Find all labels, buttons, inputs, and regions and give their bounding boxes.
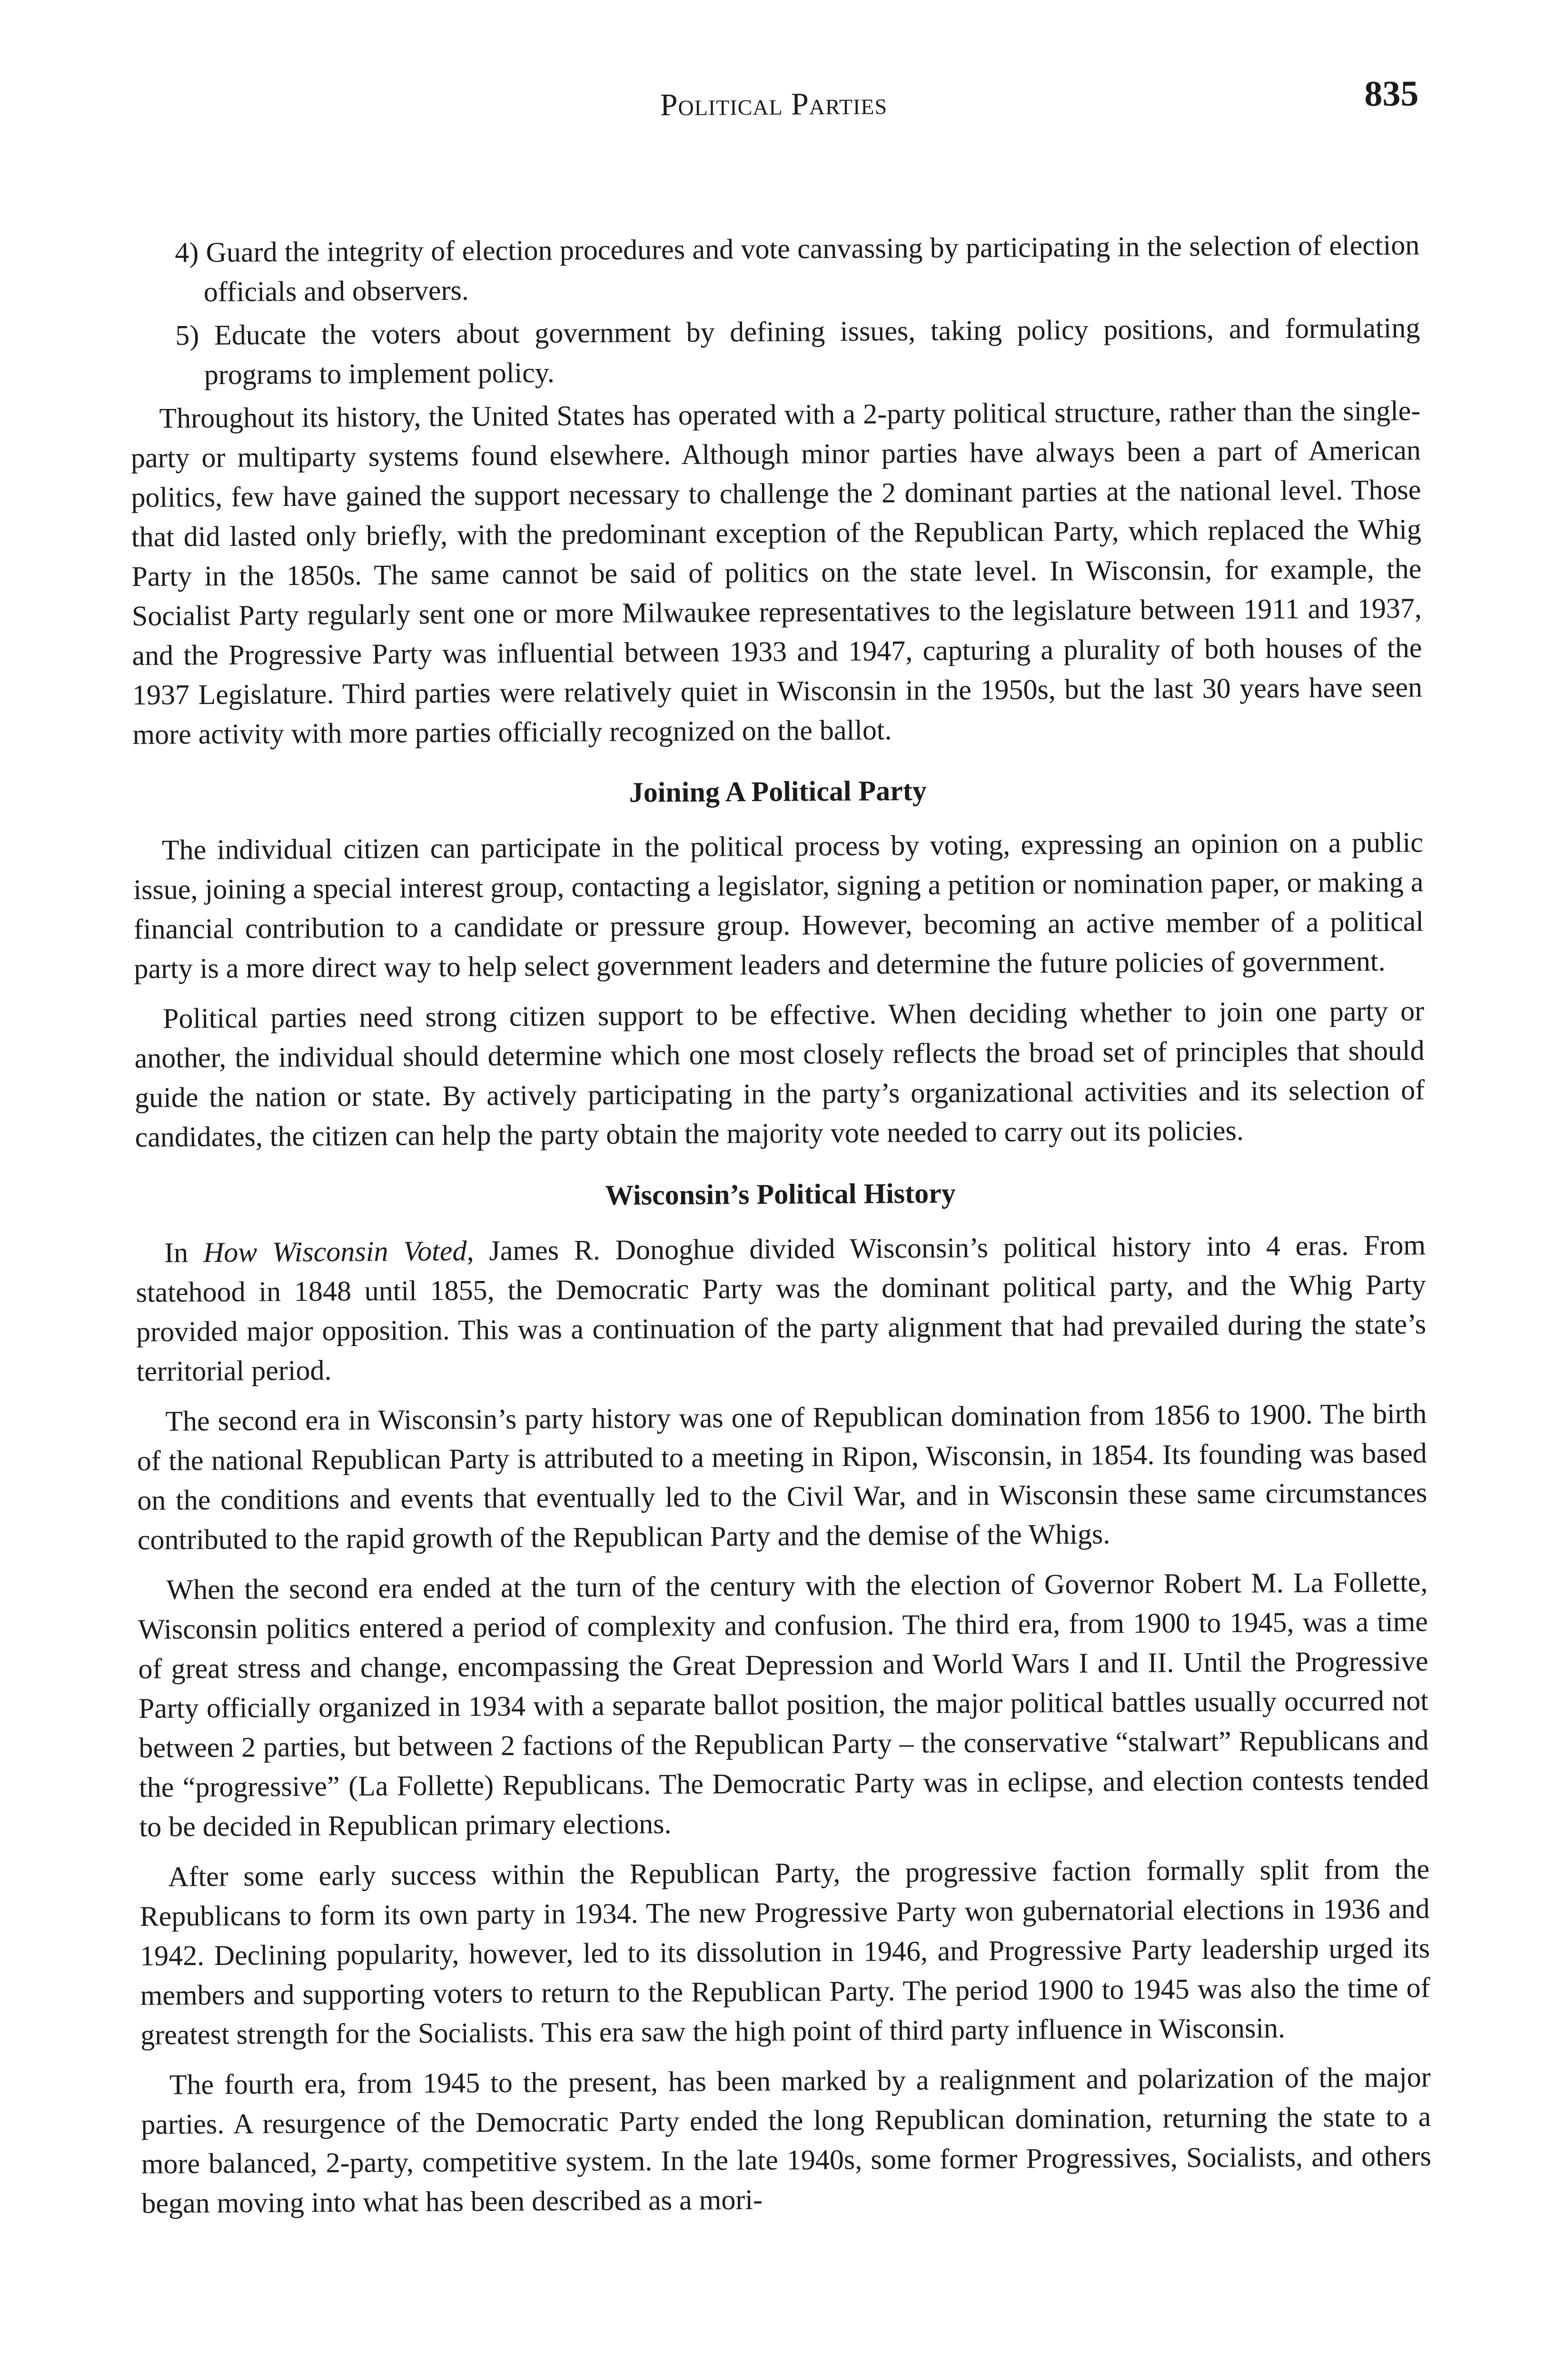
paragraph-text: , James R. Donoghue divided Wisconsin’s political history into 4 eras. From statehood in 1848 until 1855, the Democratic Party was the dominant political party, and the Whig Party provided major opposition. This was a continuation of the party alignment that had prevailed during the state’s territorial period. (136, 1229, 1427, 1387)
paragraph: The second era in Wisconsin’s party history was one of Republican domination from 1856 to 1900. The birth of the national Republican Party is attributed to a meeting in Ripon, Wisconsin, in 1854. Its founding was based on the conditions and events that eventually led to the Civil War, and in Wisconsin these same circumstances contributed to the rapid growth of the Republican Party and the demise of the Whigs. (137, 1398, 1427, 1556)
body-text (129, 225, 1431, 2223)
section-heading-history: Wisconsin’s Political History (605, 1177, 956, 1211)
list-item: 5) Educate the voters about government by defining issues, taking policy positions, and formulating programs to implement policy. (175, 312, 1420, 391)
running-header (129, 63, 1419, 138)
page-number: 835 (1364, 73, 1419, 114)
paragraph-lead: In (164, 1237, 204, 1269)
paragraph: Political parties need strong citizen support to be effective. When deciding whether to join one party or another, the individual should determine which one most closely reflects the broad set of principles that should guide the nation or state. By actively participating in the party’s organizational activities and its selection of candidates, the citizen can help the party obtain the majority vote needed to carry out its policies. (134, 995, 1425, 1153)
paragraph (136, 1225, 1427, 1391)
paragraph: The individual citizen can participate in the political process by voting, expressing an opinion on a public issue, joining a special interest group, contacting a legislator, signing a petition or nomination paper, or making a financial contribution to a candidate or pressure group. However, becoming an active member of a political party is a more direct way to help select government leaders and determine the future policies of government. (133, 826, 1424, 984)
section-heading-joining: Joining A Political Party (629, 774, 927, 808)
book-title: How Wisconsin Voted (203, 1235, 467, 1269)
running-title: Political Parties (660, 86, 888, 123)
list-item: 4) Guard the integrity of election procedures and vote canvassing by participating in the selection of election officials and observers. (175, 229, 1420, 308)
paragraph: When the second era ended at the turn of the century with the election of Governor Robert M. La Follette, Wisconsin politics entered a period of complexity and confusion. The third era, from 1900 to 1945, was a time of great stress and change, encompassing the Great Depression and World Wars I and II. Until the Progressive Party officially organized in 1934 with a separate ballot position, the major political battles usually occurred not between 2 parties, but between 2 factions of the Republican Party – the conservative “stalwart” Republicans and the “progressive” (La Follette) Republicans. The Democratic Party was in eclipse, and election contests tended to be decided in Republican primary elections. (138, 1566, 1429, 1843)
document-page (129, 63, 1433, 2380)
paragraph: The fourth era, from 1945 to the present, has been marked by a realignment and polarization of the major parties. A resurgence of the Democratic Party ended the long Republican domination, returning the state to a more balanced, 2-party, competitive system. In the late 1940s, some former Progressives, Socialists, and others began moving into what has been described as a mori- (141, 2061, 1432, 2219)
intro-paragraph: Throughout its history, the United States has operated with a 2-party political structure, rather than the single-party or multiparty systems found elsewhere. Although minor parties have always been a part of American politics, few have gained the support necessary to challenge the 2 dominant parties at the national level. Those that did lasted only briefly, with the predominant exception of the Republican Party, which replaced the Whig Party in the 1850s. The same cannot be said of politics on the state level. In Wisconsin, for example, the Socialist Party regularly sent one or more Milwaukee representatives to the legislature between 1911 and 1937, and the Progressive Party was influential between 1933 and 1947, capturing a plurality of both houses of the 1937 Legislature. Third parties were relatively quiet in Wisconsin in the 1950s, but the last 30 years have seen more activity with more parties officially recognized on the ballot. (130, 395, 1423, 750)
paragraph: After some early success within the Republican Party, the progressive faction formally split from the Republicans to form its own party in 1934. The new Progressive Party won gubernatorial elections in 1936 and 1942. Declining popularity, however, led to its dissolution in 1946, and Progressive Party leadership urged its members and supporting voters to return to the Republican Party. The period 1900 to 1945 was also the time of greatest strength for the Socialists. This era saw the high point of third party influence in Wisconsin. (139, 1853, 1430, 2051)
